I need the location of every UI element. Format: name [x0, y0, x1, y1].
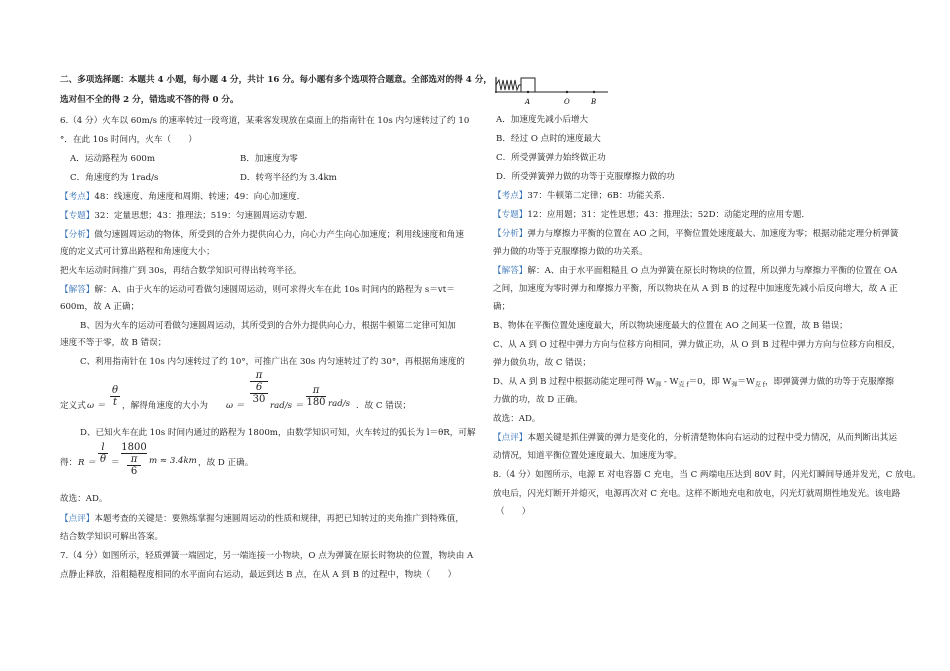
formula-c-prefix: 定义式: [60, 401, 86, 411]
formula-c-omega: ω ＝: [87, 401, 106, 411]
zhuanti-tag: 【专题】: [493, 210, 528, 220]
fraction-denominator: t: [110, 396, 120, 408]
work-eq-part4: ＝W: [737, 377, 755, 387]
q8-stem-line3: （ ）: [496, 507, 531, 517]
fraction-pi-180: [306, 385, 326, 408]
dianping-tag: 【点评】: [60, 514, 95, 524]
q8-stem-line1: 8.（4 分）如图所示，电源 E 对电容器 C 充电，当 C 两端电压达到 80V 时，闪光灯瞬间导通并发光，C 放电。: [493, 470, 921, 480]
kaodian-tag: 【考点】: [493, 191, 528, 201]
fraction-l-theta: [98, 442, 108, 465]
q6-jieda-line4: 速度不等于零，故 B 错误；: [60, 338, 167, 348]
q6-stem-line1: 6.（4 分）火车以 60m/s 的速率转过一段弯道，某乘客发现放在桌面上的指南针在 10s 内匀速转过了约 10: [60, 116, 470, 126]
q7-jieda-line3: 确；: [493, 302, 511, 312]
formula-c-rads: rad/s ＝: [270, 401, 304, 411]
fraction-l: l: [101, 442, 105, 453]
sub-kef: 克 f: [678, 381, 689, 389]
q6-dianping-line2: 结合数学知识可解出答案。: [60, 532, 164, 542]
zhuanti-text: 32：定量思想；43：推理法；519：匀速圆周运动专题．: [94, 211, 314, 221]
fenxi-tag: 【分析】: [493, 229, 528, 239]
fraction-1800-pi6: [121, 442, 147, 477]
formula-d-eq: ＝: [111, 458, 120, 468]
q6-stem-line2: °．在此 10s 时间内，火车（ ）: [60, 135, 197, 145]
fraction-six: 6: [250, 381, 268, 393]
spring-block-figure: [493, 75, 613, 107]
jieda-text: 解：A、由于火车的运动可看做匀速圆周运动，则可求得火车在此 10s 时间内的路程为 s＝vt＝: [94, 285, 455, 295]
zhuanti-text: 12：应用题；31：定性思想；43：推理法；52D：动能定理的应用专题．: [527, 210, 811, 220]
dianping-text: 本题关键是抓住弹簧的弹力是变化的，分析清楚物体向右运动的过程中受力情况，从而判断出其运: [527, 433, 897, 443]
dianping-text: 本题考查的关键是：要熟练掌握匀速圆周运动的性质和规律，再把已知转过的夹角推广到特殊值，: [94, 514, 464, 524]
fraction-thirty: 30: [250, 393, 268, 405]
q7-jieda-line7: [493, 377, 894, 391]
q6-jieda-line6: D、已知火车在此 10s 时间内通过的路程为 1800m，由数学知识可知，火车转过的弧长为 l＝θR，可解: [80, 428, 476, 438]
fraction-numerator: θ: [111, 385, 119, 396]
formula-d-end: ，故 D 正确。: [198, 458, 254, 468]
jieda-text: 解：A、由于水平面粗糙且 O 点为弹簧在原长时物块的位置，所以弹力与摩擦力平衡的位置在 OA: [527, 266, 898, 276]
work-eq-part5: ，即弹簧弹力做的功等于克服摩擦: [765, 377, 894, 387]
q8-stem-line2: 放电后，闪光灯断开并熄灭，电源再次对 C 充电。这样不断地充电和放电，闪光灯就周期性地发光。该电路: [493, 489, 901, 499]
fenxi-text: 做匀速圆周运动的物体，所受到的合外力提供向心力，向心力产生向心加速度；利用线速度和角速: [94, 230, 464, 240]
q6-option-c: C．角速度约为 1rad/s: [70, 173, 159, 183]
q7-fenxi-line1: [493, 229, 898, 240]
q7-stem-line1: 7.（4 分）如图所示，轻质弹簧一端固定，另一端连接一小物块，O 点为弹簧在原长时物块的位置，物块由 A: [60, 551, 474, 561]
q7-jieda-line2: 之间，加速度为零时弹力和摩擦力平衡，所以物块在从 A 到 B 的过程中加速度先减小后反向增大，故 A 正: [493, 284, 898, 294]
kaodian-text: 48：线速度、角速度和周期、转速；49：向心加速度．: [94, 192, 306, 202]
q6-jieda-line5: C、利用指南针在 10s 内匀速转过了约 10°，可推广出在 30s 内匀速转过了约 30°，再根据角速度的: [80, 357, 465, 367]
q7-jieda-line1: [493, 266, 897, 277]
jieda-tag: 【解答】: [60, 285, 95, 295]
q6-option-d: D．转弯半径约为 3.4km: [240, 173, 337, 183]
formula-c-omega2: ω ＝: [226, 401, 245, 411]
q6-jieda-line1: [60, 285, 455, 296]
q7-answer: 故选：AD。: [493, 414, 541, 424]
q6-zhuanti: [60, 211, 313, 222]
work-eq-part2: - W: [661, 377, 679, 387]
point-o-dot: [566, 91, 568, 93]
q7-option-c: C．所受弹簧弹力始终做正功: [496, 153, 606, 163]
q7-dianping-line2: 动情况，知道平衡位置处速度最大、加速度为零。: [493, 451, 683, 461]
work-eq-part3: ＝0，即 W: [688, 377, 732, 387]
label-o: O: [564, 98, 570, 106]
fraction-six-d: 6: [127, 465, 141, 477]
formula-c-rads2: rad/s: [328, 399, 351, 409]
kaodian-text: 37：牛顿第二定律；6B：功能关系．: [527, 191, 671, 201]
q6-formula-d: [60, 440, 480, 490]
q7-zhuanti: [493, 210, 810, 221]
q7-dianping-line1: [493, 433, 897, 444]
fraction-pi6-over-30: [250, 370, 268, 405]
fenxi-tag: 【分析】: [60, 230, 95, 240]
q7-jieda-line6: 弹力做负功，故 C 错误；: [493, 358, 591, 368]
q6-fenxi-line3: 把火车运动时间推广到 30s，再结合数学知识可得出转弯半径。: [60, 266, 302, 276]
q7-option-d: D．所受弹簧弹力做的功等于克服摩擦力做的功: [496, 172, 675, 182]
kaodian-tag: 【考点】: [60, 192, 95, 202]
q6-option-a: A．运动路程为 600m: [70, 154, 156, 164]
q7-stem-line2: 点静止释放，沿粗糙程度相同的水平面向右运动，最远到达 B 点，在从 A 到 B 的过程中，物块（ ）: [60, 570, 457, 580]
q6-option-b: B．加速度为零: [240, 154, 298, 164]
q6-answer: 故选：AD。: [60, 494, 108, 504]
fraction-pi: π: [255, 370, 263, 381]
formula-c-end: ．故 C 错误；: [356, 401, 412, 411]
q7-jieda-line4: B、物体在平衡位置处速度最大，所以物块速度最大的位置在 AO 之间某一位置，故 B 错误；: [493, 321, 848, 331]
formula-c-middle: ，解得角速度的大小为: [122, 401, 208, 411]
q7-fenxi-line2: 弹力做的功等于克服摩擦力做的功关系。: [493, 247, 648, 257]
q6-dianping-line1: [60, 514, 464, 525]
q6-fenxi-line1: [60, 230, 464, 241]
block: [521, 78, 535, 92]
zhuanti-tag: 【专题】: [60, 211, 95, 221]
dianping-tag: 【点评】: [493, 433, 528, 443]
label-b: B: [591, 98, 597, 106]
section-title-line1: 二、多项选择题：本题共 4 小题，每小题 4 分，共计 16 分。每小题有多个选项符合题意。全部选对的得 4 分，: [60, 75, 492, 85]
q7-jieda-line8: 力做的功，故 D 正确。: [493, 395, 583, 405]
fraction-180: 180: [306, 397, 326, 408]
q7-jieda-line5: C、从 A 到 O 过程中弹力方向与位移方向相同，弹力做正功，从 O 到 B 过程中弹力方向与位移方向相反，: [493, 340, 901, 350]
q6-fenxi-line2: 度的定义式可计算出路程和角速度大小；: [60, 247, 215, 257]
formula-d-r: R ＝: [78, 458, 96, 468]
formula-d-prefix: 得：: [60, 458, 78, 468]
fraction-pi2: π: [312, 385, 320, 396]
q6-formula-c: [60, 370, 480, 420]
q7-kaodian: [493, 191, 670, 202]
fraction-theta: θ: [99, 454, 107, 465]
fraction-pi-d: π: [121, 453, 147, 465]
point-b-dot: [593, 91, 595, 93]
q6-jieda-line3: B、因为火车的运动可看做匀速圆周运动，其所受到的合外力提供向心力，根据牛顿第二定律可知加: [80, 321, 456, 331]
spring: [496, 80, 521, 90]
q6-jieda-line2: 600m，故 A 正确；: [60, 302, 140, 312]
sub-tan2: 弹: [731, 381, 738, 389]
jieda-tag: 【解答】: [493, 266, 528, 276]
work-eq-part1: D、从 A 到 B 过程中根据动能定理可得 W: [493, 377, 656, 387]
section-title-line2: 选对但不全的得 2 分，错选或不答的得 0 分。: [60, 95, 239, 105]
fenxi-text: 弹力与摩擦力平衡的位置在 AO 之间，平衡位置处速度最大、加速度为零；根据动能定理分析弹簧: [527, 229, 899, 239]
sub-kef2: 克 f: [754, 381, 765, 389]
q7-option-a: A．加速度先减小后增大: [496, 115, 589, 125]
sub-tan: 弹: [655, 381, 662, 389]
point-a-dot: [527, 91, 529, 93]
fraction-theta-t: [110, 385, 120, 408]
q7-option-b: B．经过 O 点时的速度最大: [496, 134, 601, 144]
label-a: A: [525, 98, 531, 106]
fraction-1800: 1800: [121, 442, 147, 453]
formula-d-result: m ≈ 3.4km: [149, 456, 197, 466]
q6-kaodian: [60, 192, 305, 203]
